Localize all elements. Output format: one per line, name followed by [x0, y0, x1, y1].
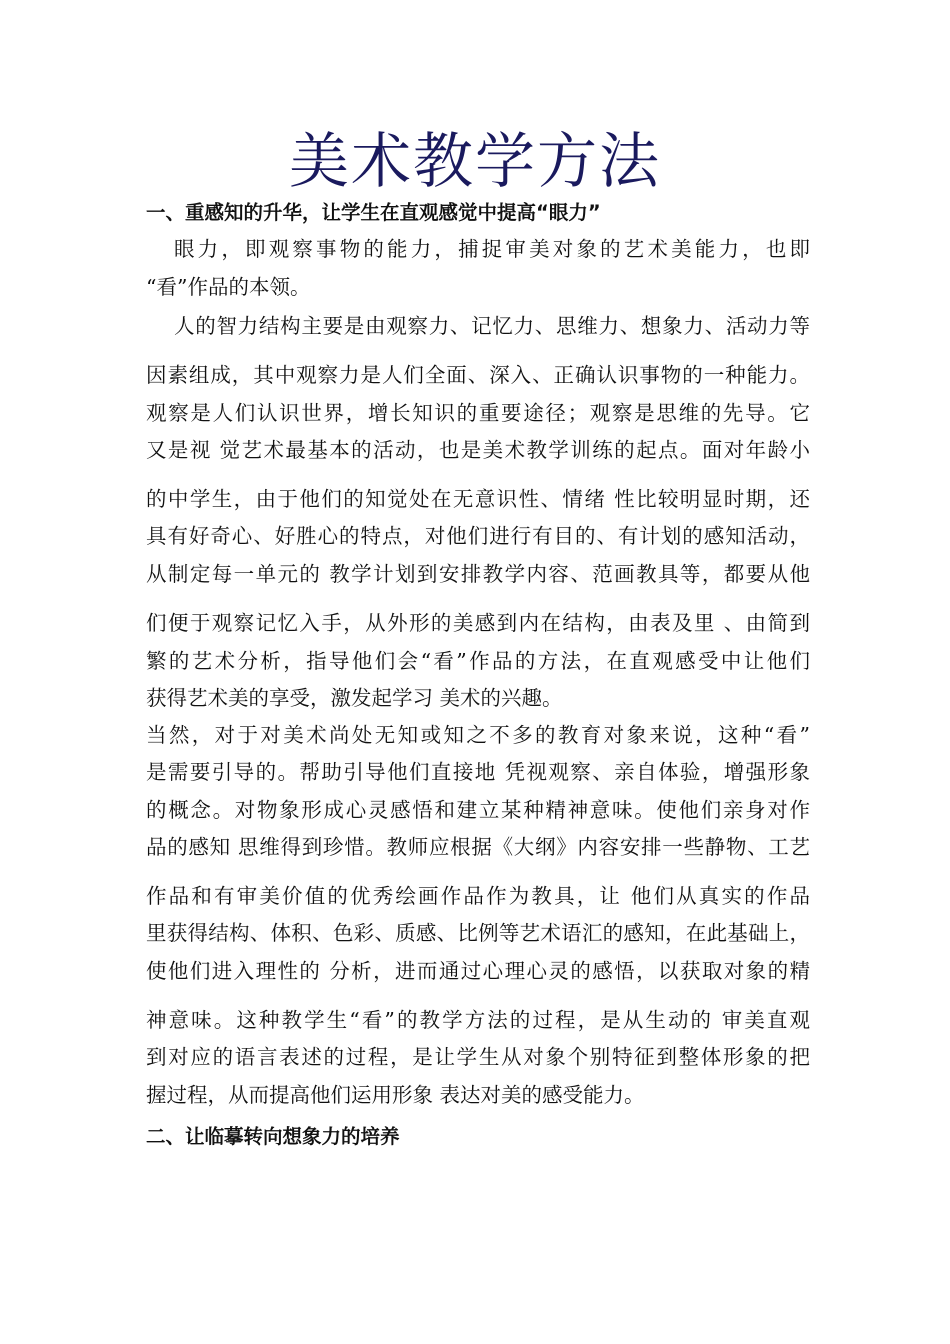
paragraph-line: 作品和有审美价值的优秀绘画作品作为教具，让 他们从真实的作品 [146, 884, 810, 908]
paragraph-line: 握过程，从而提高他们运用形象 表达对美的感受能力。 [146, 1083, 645, 1107]
paragraph-line: 们便于观察记忆入手，从外形的美感到内在结构，由表及里 、由简到 [146, 611, 810, 635]
paragraph-line: 品的感知 思维得到珍惜。教师应根据《大纲》内容安排一些静物、工艺 [146, 835, 810, 859]
section-heading-2: 二、让临摹转向想象力的培养 [146, 1125, 400, 1148]
paragraph-line: 获得艺术美的享受，激发起学习 美术的兴趣。 [146, 686, 563, 710]
paragraph-line: 的中学生，由于他们的知觉处在无意识性、情绪 性比较明显时期，还 [146, 487, 810, 511]
paragraph-line: 人的智力结构主要是由观察力、记忆力、思维力、想象力、活动力等 [174, 314, 810, 338]
paragraph-line: 是需要引导的。帮助引导他们直接地 凭视观察、亲自体验，增强形象 [146, 760, 810, 784]
paragraph-line: 又是视 觉艺术最基本的活动，也是美术教学训练的起点。面对年龄小 [146, 438, 810, 462]
paragraph-line: 到对应的语言表述的过程，是让学生从对象个别特征到整体形象的把 [146, 1045, 810, 1069]
paragraph-line: 因素组成，其中观察力是人们全面、深入、正确认识事物的一种能力。 [146, 363, 810, 387]
paragraph-line: 神意味。这种教学生“看”的教学方法的过程，是从生动的 审美直观 [146, 1008, 810, 1032]
section-heading-1: 一、重感知的升华，让学生在直观感觉中提高“眼力” [146, 201, 601, 224]
paragraph-line: 从制定每一单元的 教学计划到安排教学内容、范画教具等，都要从他 [146, 562, 810, 586]
paragraph-line: 眼力，即观察事物的能力，捕捉审美对象的艺术美能力，也即 [174, 237, 810, 261]
paragraph-line: 具有好奇心、好胜心的特点，对他们进行有目的、有计划的感知活动， [146, 524, 810, 548]
paragraph-line: 繁的艺术分析，指导他们会“看”作品的方法，在直观感受中让他们 [146, 649, 810, 673]
paragraph-line: 观察是人们认识世界，增长知识的重要途径；观察是思维的先导。它 [146, 401, 810, 425]
paragraph-line: 里获得结构、体积、色彩、质感、比例等艺术语汇的感知，在此基础上， [146, 921, 810, 945]
paragraph-line: “看”作品的本领。 [146, 275, 311, 299]
document-title: 美术教学方法 [289, 127, 661, 197]
paragraph-line: 的概念。对物象形成心灵感悟和建立某种精神意味。使他们亲身对作 [146, 798, 810, 822]
paragraph-line: 当然，对于对美术尚处无知或知之不多的教育对象来说，这种“看” [146, 723, 810, 747]
paragraph-line: 使他们进入理性的 分析，进而通过心理心灵的感悟，以获取对象的精 [146, 959, 810, 983]
